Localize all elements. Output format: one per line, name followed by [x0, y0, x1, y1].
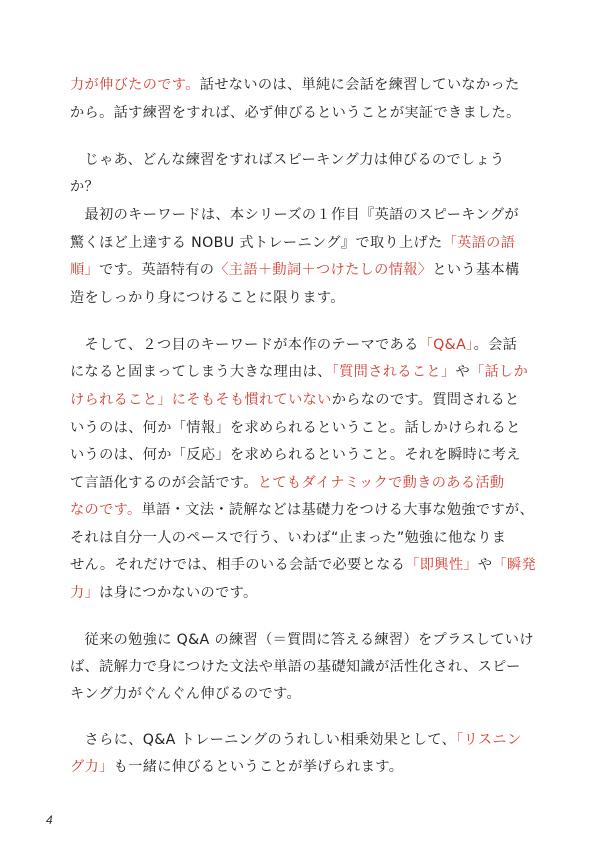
- text-line: [70, 657, 540, 677]
- highlighted-phrase: とてもダイナミックで動きのある活動: [257, 475, 505, 491]
- text-segment: や: [477, 557, 493, 573]
- text-segment: それは自分一人のペースで行う、いわば“止まった”勉強に他なりま: [70, 530, 507, 546]
- text-segment: 単語・文法・読解などは基礎力をつける大事な勉強ですが、: [141, 502, 535, 518]
- text-line: [70, 583, 540, 603]
- highlighted-phrase: 「リスニン: [456, 732, 522, 748]
- highlighted-phrase: 「瞬発: [492, 557, 537, 573]
- text-segment: 驚くほど上達する NOBU 式トレーニング』で取り上げた: [70, 235, 443, 251]
- text-line: [70, 473, 540, 493]
- text-line: [70, 390, 540, 410]
- text-line: [70, 335, 540, 355]
- highlighted-phrase: 順」: [70, 262, 100, 278]
- text-line: [70, 150, 540, 170]
- text-line: [70, 260, 540, 280]
- text-line: [70, 684, 540, 704]
- text-segment: て言語化するのが会話です。: [70, 475, 258, 491]
- text-segment: という基本構: [432, 262, 520, 278]
- text-line: [70, 730, 540, 750]
- text-segment: そして、２つ目のキーワードが本作のテーマである: [70, 337, 419, 353]
- text-segment: か？: [70, 179, 100, 195]
- text-segment: からなのです。質問されると: [331, 392, 520, 408]
- highlighted-phrase: グ力」: [70, 759, 114, 775]
- text-segment: いうのは、何か「反応」を求められるということ。それを瞬時に考え: [70, 447, 521, 463]
- text-line: [70, 418, 540, 438]
- text-segment: や: [455, 364, 470, 380]
- text-segment: 。会話: [473, 337, 518, 353]
- text-line: [70, 233, 540, 253]
- text-line: [70, 362, 540, 382]
- text-segment: せん。それだけでは、相手のいる会話で必要となる: [70, 557, 406, 573]
- text-line: [70, 75, 540, 95]
- text-segment: じゃあ、どんな練習をすればスピーキング力は伸びるのでしょう: [70, 152, 505, 168]
- text-segment: いうのは、何か「情報」を求められるということ。話しかけられると: [70, 420, 521, 436]
- highlighted-phrase: 「即興性」: [405, 557, 478, 573]
- text-segment: さらに、Q&A トレーニングのうれしい相乗効果として、: [70, 732, 457, 748]
- text-segment: から。話す練習をすれば、必ず伸びるということが実証できました。: [70, 105, 521, 121]
- text-line: [70, 500, 540, 520]
- text-line: [70, 288, 540, 308]
- text-line: [70, 757, 540, 777]
- highlighted-phrase: 力が伸びたのです。: [70, 77, 200, 93]
- text-segment: 最初のキーワードは、本シリーズの１作目『英語のスピーキングが: [70, 207, 519, 223]
- text-segment: は身につかないのです。: [99, 585, 258, 601]
- text-line: [70, 205, 540, 225]
- page-number: 4: [46, 813, 53, 827]
- text-line: [70, 177, 540, 197]
- highlighted-phrase: 「英語の語: [442, 235, 516, 251]
- text-line: [70, 103, 540, 123]
- text-line: [70, 555, 540, 575]
- highlighted-phrase: 「質問されること」: [331, 364, 456, 380]
- text-segment: キング力がぐんぐん伸びるのです。: [70, 686, 302, 702]
- highlighted-phrase: なのです。: [70, 502, 142, 518]
- text-line: [70, 528, 540, 548]
- highlighted-phrase: 「Q&A」: [418, 337, 474, 353]
- text-segment: になると固まってしまう大きな理由は、: [70, 364, 332, 380]
- highlighted-phrase: 〈主語＋動詞＋つけたしの情報〉: [214, 262, 433, 278]
- text-segment: も一緒に伸びるということが挙げられます。: [113, 759, 404, 775]
- text-line: [70, 630, 540, 650]
- text-segment: ば、読解力で身につけた文法や単語の基礎知識が活性化され、スピー: [70, 659, 521, 675]
- text-segment: 造をしっかり身につけることに限ります。: [70, 290, 345, 306]
- text-segment: 話せないのは、単純に会話を練習していなかった: [199, 77, 520, 93]
- text-line: [70, 445, 540, 465]
- text-segment: 従来の勉強に Q&A の練習（＝質問に答える練習）をプラスしていけ: [70, 632, 534, 648]
- highlighted-phrase: 「話しか: [469, 364, 529, 380]
- highlighted-phrase: けられること」にそもそも慣れていない: [70, 392, 332, 408]
- highlighted-phrase: 力」: [70, 585, 100, 601]
- text-segment: です。英語特有の: [99, 262, 215, 278]
